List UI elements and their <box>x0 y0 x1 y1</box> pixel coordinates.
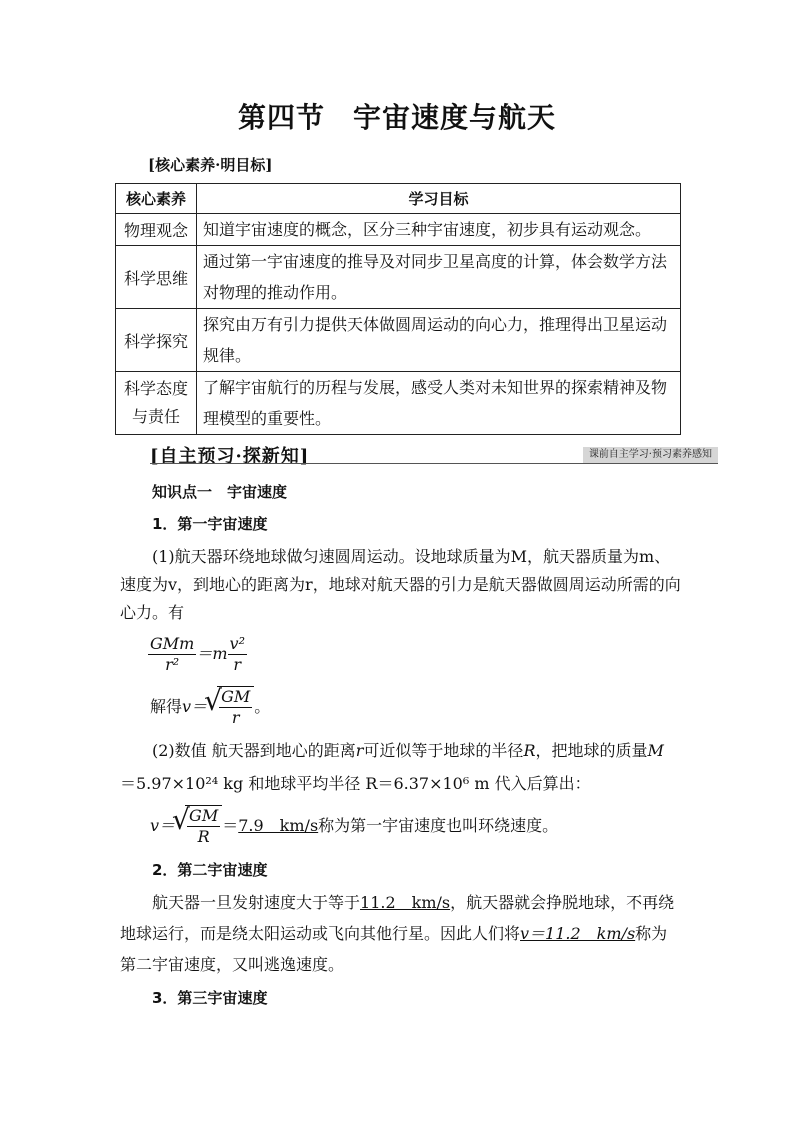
section-label: [自主预习·探新知] <box>150 446 310 467</box>
section-tag: 课前自主学习·预习素养感知 <box>583 447 718 463</box>
p2-var: R <box>523 741 536 760</box>
eq3-equals: ＝ <box>222 816 239 835</box>
solve-end: 。 <box>254 697 271 716</box>
solve-prefix: 解得 <box>150 697 183 716</box>
subsection-title: 3．第三宇宙速度 <box>152 989 268 1007</box>
equation-middle: ＝m <box>196 644 228 663</box>
cell-literacy <box>116 372 197 435</box>
fraction-denominator: r² <box>165 655 180 674</box>
fraction <box>187 806 220 847</box>
p2-var: r <box>355 741 364 760</box>
fraction-denominator: r <box>231 708 240 727</box>
page-title <box>0 96 794 136</box>
section-rule <box>150 463 718 464</box>
square-root <box>185 805 222 847</box>
cell-literacy: 物理观念 <box>116 214 197 246</box>
p2-text: ，把地球的质量 <box>535 741 648 760</box>
p3-value: v＝11.2 km/s <box>520 924 636 943</box>
paragraph-3 <box>120 887 682 980</box>
literacy-line: 与责任 <box>131 407 180 426</box>
section-header <box>150 441 718 465</box>
cell-literacy: 科学思维 <box>116 246 197 309</box>
eq3-value: 7.9 km/s <box>238 816 319 835</box>
header-goal: 学习目标 <box>197 184 681 214</box>
literacy-line: 科学态度 <box>123 379 188 398</box>
title-section: 第四节 <box>237 101 325 134</box>
fraction-denominator: R <box>197 827 210 846</box>
cell-goal: 了解宇宙航行的历程与发展，感受人类对未知世界的探索精神及物理模型的重要性。 <box>197 372 681 435</box>
p2-text: 可近似等于地球的半径 <box>363 741 524 760</box>
header-literacy: 核心素养 <box>116 184 197 214</box>
equation-2 <box>120 686 682 732</box>
title-topic: 宇宙速度与航天 <box>353 101 557 134</box>
subsection-title: 2．第二宇宙速度 <box>152 861 268 879</box>
eq3-tail: 称为第一宇宙速度也叫环绕速度。 <box>318 816 559 835</box>
goals-table <box>115 183 681 435</box>
table-row <box>116 372 681 435</box>
cell-goal: 知道宇宙速度的概念，区分三种宇宙速度，初步具有运动观念。 <box>197 214 681 246</box>
p3-text: ，航天器就会挣脱地球，不再绕地球运行，而是绕太阳运动或飞向其他行星。因此人们将 <box>120 893 675 943</box>
eq3-variable: v＝ <box>150 816 176 835</box>
p2-var: M <box>647 741 664 760</box>
fraction-numerator: √ GM <box>189 806 219 825</box>
fraction-numerator: GMm <box>150 634 195 653</box>
paragraph-1: (1)航天器环绕地球做匀速圆周运动。设地球质量为M，航天器质量为m、速度为v，到地心的距离为r，地球对航天器的引力是航天器做圆周运动所需的向心力。有 <box>120 547 681 622</box>
p3-value: 11.2 km/s <box>360 893 451 912</box>
cell-goal: 通过第一宇宙速度的推导及对同步卫星高度的计算，体会数学方法对物理的推动作用。 <box>197 246 681 309</box>
table-row <box>116 246 681 309</box>
kp1-heading <box>120 478 682 506</box>
h3-heading <box>120 984 682 1012</box>
cell-goal: 探究由万有引力提供天体做圆周运动的向心力，推理得出卫星运动规律。 <box>197 309 681 372</box>
core-literacy-label: [核心素养·明目标] <box>148 156 273 174</box>
subsection-title: 1．第一宇宙速度 <box>152 515 268 533</box>
fraction-denominator: r <box>233 655 242 674</box>
knowledge-point-title: 知识点一 宇宙速度 <box>152 483 288 501</box>
fraction <box>219 687 252 728</box>
table-row <box>116 214 681 246</box>
equation-1 <box>120 634 682 682</box>
paragraph-2 <box>120 737 682 765</box>
fraction <box>148 634 196 675</box>
p3-text: 称为第二宇宙速度，又叫逃逸速度。 <box>120 924 668 974</box>
h2-heading <box>120 856 682 884</box>
fraction-numerator: v² <box>229 634 245 653</box>
p3-text: 航天器一旦发射速度大于等于 <box>152 893 361 912</box>
h1-heading <box>120 510 682 538</box>
equation-3 <box>120 805 682 849</box>
fraction <box>228 634 247 675</box>
fraction-numerator: √ GM <box>221 687 251 706</box>
p2-text: (2)数值 航天器到地心的距离 <box>152 741 356 760</box>
cell-literacy: 科学探究 <box>116 309 197 372</box>
table-header-row <box>116 184 681 214</box>
solve-variable: v＝ <box>182 697 208 716</box>
square-root <box>217 686 254 728</box>
table-row <box>116 309 681 372</box>
paragraph-2-line2: ＝5.97×10²⁴ kg 和地球平均半径 R＝6.37×10⁶ m 代入后算出： <box>120 774 591 793</box>
